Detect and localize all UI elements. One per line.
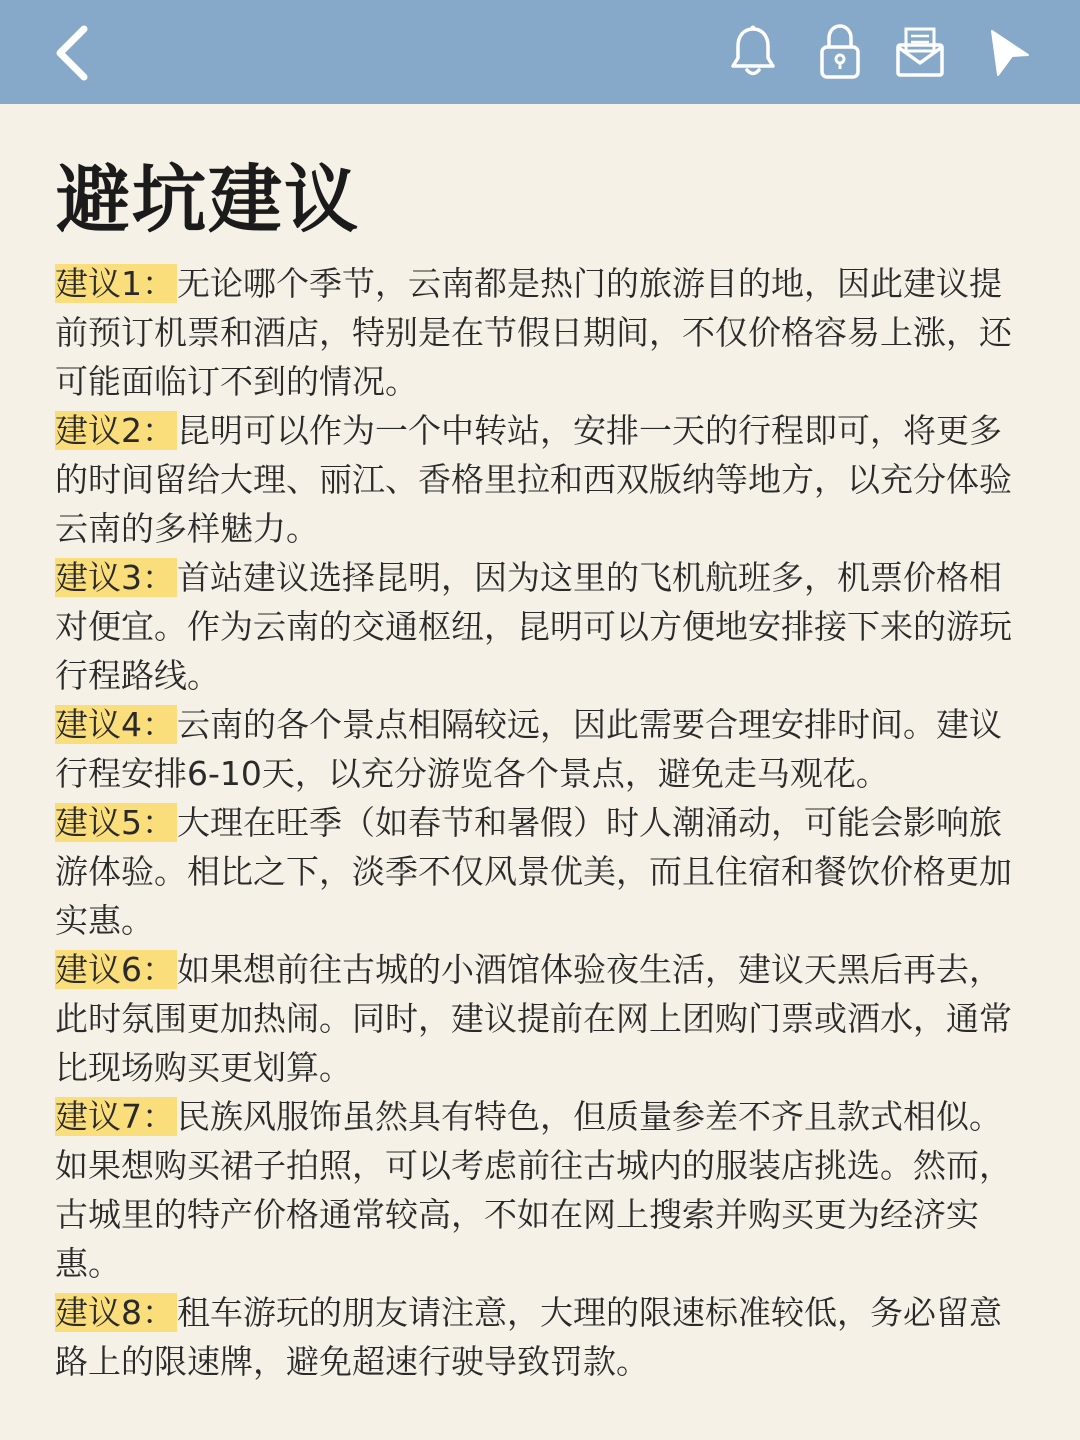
page-title: 避坑建议 — [56, 157, 360, 243]
top-bar — [0, 0, 1080, 104]
send-button[interactable] — [978, 20, 1038, 84]
tip-item — [55, 406, 1025, 553]
tips-list — [55, 259, 1025, 1386]
tip-label: 建议4： — [55, 705, 175, 744]
tip-item — [55, 945, 1025, 1092]
tip-item — [55, 798, 1025, 945]
tip-item — [55, 1288, 1025, 1386]
lock-button[interactable] — [810, 20, 870, 84]
tip-text: 昆明可以作为一个中转站，安排一天的行程即可，将更多的时间留给大理、丽江、香格里拉和西双版纳等地方，以充分体验云南的多样魅力。 — [55, 411, 1012, 548]
tip-label: 建议8： — [55, 1293, 175, 1332]
bell-icon — [729, 24, 777, 80]
tip-text: 首站建议选择昆明，因为这里的飞机航班多，机票价格相对便宜。作为云南的交通枢纽，昆明可以方便地安排接下来的游玩行程路线。 — [55, 558, 1012, 695]
mail-icon — [894, 25, 946, 79]
tip-text: 大理在旺季（如春节和暑假）时人潮涌动，可能会影响旅游体验。相比之下，淡季不仅风景优美，而且住宿和餐饮价格更加实惠。 — [55, 803, 1012, 940]
tip-text: 民族风服饰虽然具有特色，但质量参差不齐且款式相似。如果想购买裙子拍照，可以考虑前往古城内的服装店挑选。然而，古城里的特产价格通常较高，不如在网上搜索并购买更为经济实惠。 — [55, 1097, 1012, 1283]
tip-text: 租车游玩的朋友请注意，大理的限速标准较低，务必留意路上的限速牌，避免超速行驶导致罚款。 — [55, 1293, 1002, 1381]
lock-icon — [818, 23, 862, 81]
tip-text: 如果想前往古城的小酒馆体验夜生活，建议天黑后再去，此时氛围更加热闹。同时，建议提前在网上团购门票或酒水，通常比现场购买更划算。 — [55, 950, 1012, 1087]
chevron-left-icon — [52, 23, 92, 83]
tip-label: 建议1： — [55, 264, 175, 303]
tip-text: 云南的各个景点相隔较远，因此需要合理安排时间。建议行程安排6-10天，以充分游览各个景点，避免走马观花。 — [55, 705, 1002, 793]
send-icon — [984, 25, 1032, 79]
notifications-button[interactable] — [722, 20, 784, 84]
tip-label: 建议3： — [55, 558, 175, 597]
tip-item — [55, 259, 1025, 406]
tip-text: 无论哪个季节，云南都是热门的旅游目的地，因此建议提前预订机票和酒店，特别是在节假日期间，不仅价格容易上涨，还可能面临订不到的情况。 — [55, 264, 1012, 401]
tip-label: 建议2： — [55, 411, 175, 450]
tip-label: 建议6： — [55, 950, 175, 989]
tip-item — [55, 700, 1025, 798]
mail-button[interactable] — [888, 20, 952, 84]
tip-label: 建议5： — [55, 803, 175, 842]
tip-item — [55, 553, 1025, 700]
tip-item — [55, 1092, 1025, 1288]
back-button[interactable] — [40, 18, 104, 88]
tip-label: 建议7： — [55, 1097, 175, 1136]
